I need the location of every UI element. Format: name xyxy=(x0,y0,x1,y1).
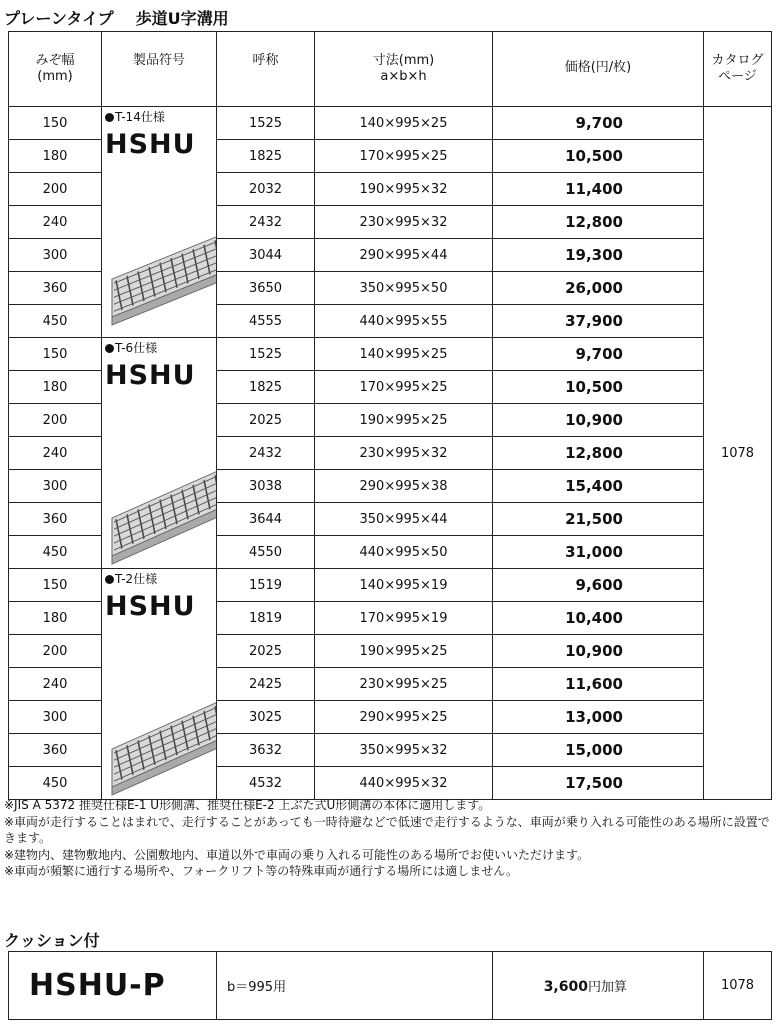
price-cell: 12,800 xyxy=(493,437,704,470)
catalog-page-cell: 1078 xyxy=(704,107,772,800)
code-cell: 4555 xyxy=(217,305,315,338)
header-product: 製品符号 xyxy=(102,32,217,107)
price-cell: 10,400 xyxy=(493,602,704,635)
header-width: みぞ幅 (mm) xyxy=(9,32,102,107)
code-cell: 4550 xyxy=(217,536,315,569)
code-cell: 2032 xyxy=(217,173,315,206)
grating-product-image xyxy=(104,167,216,335)
width-cell: 200 xyxy=(9,635,102,668)
code-cell: 3632 xyxy=(217,734,315,767)
dims-cell: 230×995×25 xyxy=(315,668,493,701)
price-cell: 9,700 xyxy=(493,338,704,371)
code-cell: 1525 xyxy=(217,338,315,371)
price-cell: 15,000 xyxy=(493,734,704,767)
cushion-product-code: HSHU-P xyxy=(9,952,217,1020)
code-cell: 3038 xyxy=(217,470,315,503)
code-cell: 2432 xyxy=(217,206,315,239)
price-cell: 9,700 xyxy=(493,107,704,140)
dims-cell: 440×995×50 xyxy=(315,536,493,569)
width-cell: 360 xyxy=(9,272,102,305)
product-cell xyxy=(102,107,217,338)
price-table xyxy=(8,31,772,800)
width-cell: 150 xyxy=(9,338,102,371)
code-cell: 1525 xyxy=(217,107,315,140)
title-subtitle: 歩道U字溝用 xyxy=(135,9,229,28)
dims-cell: 190×995×32 xyxy=(315,173,493,206)
dims-cell: 140×995×19 xyxy=(315,569,493,602)
dims-cell: 230×995×32 xyxy=(315,437,493,470)
width-cell: 300 xyxy=(9,470,102,503)
code-cell: 2425 xyxy=(217,668,315,701)
cushion-row xyxy=(9,952,772,1020)
code-cell: 1825 xyxy=(217,140,315,173)
product-code: HSHU xyxy=(105,129,196,160)
width-cell: 450 xyxy=(9,767,102,800)
price-cell: 9,600 xyxy=(493,569,704,602)
width-cell: 240 xyxy=(9,206,102,239)
dims-cell: 230×995×32 xyxy=(315,206,493,239)
product-code: HSHU xyxy=(105,360,196,391)
dims-cell: 350×995×50 xyxy=(315,272,493,305)
table-row xyxy=(9,569,772,602)
width-cell: 150 xyxy=(9,569,102,602)
width-cell: 180 xyxy=(9,140,102,173)
price-cell: 11,600 xyxy=(493,668,704,701)
width-cell: 180 xyxy=(9,602,102,635)
header-dims: 寸法(mm) a×b×h xyxy=(315,32,493,107)
dims-cell: 290×995×44 xyxy=(315,239,493,272)
header-catalog: カタログ ページ xyxy=(704,32,772,107)
width-cell: 200 xyxy=(9,404,102,437)
note-2: ※車両が走行することはまれで、走行することがあっても一時待避などで低速で走行するような、車両が乗り入れる可能性のある場所に設置できます。 xyxy=(4,814,770,845)
dims-cell: 170×995×19 xyxy=(315,602,493,635)
product-cell xyxy=(102,338,217,569)
dims-cell: 290×995×38 xyxy=(315,470,493,503)
price-cell: 10,500 xyxy=(493,140,704,173)
width-cell: 300 xyxy=(9,701,102,734)
grating-product-image xyxy=(104,398,216,566)
dims-cell: 190×995×25 xyxy=(315,404,493,437)
price-cell: 13,000 xyxy=(493,701,704,734)
note-3: ※建物内、建物敷地内、公園敷地内、車道以外で車両の乗り入れる可能性のある場所でお使いいただけます。 xyxy=(4,847,590,862)
width-cell: 180 xyxy=(9,371,102,404)
bullet-icon xyxy=(105,344,114,353)
price-cell: 17,500 xyxy=(493,767,704,800)
note-1: ※JIS A 5372 推奨仕様E-1 U形側溝、推奨仕様E-2 上ぶた式U形側溝の本体に適用します。 xyxy=(4,798,491,812)
price-cell: 15,400 xyxy=(493,470,704,503)
width-cell: 240 xyxy=(9,437,102,470)
notes xyxy=(4,797,776,880)
dims-cell: 190×995×25 xyxy=(315,635,493,668)
width-cell: 360 xyxy=(9,503,102,536)
cushion-catalog-page: 1078 xyxy=(704,952,772,1020)
code-cell: 3044 xyxy=(217,239,315,272)
code-cell: 2025 xyxy=(217,404,315,437)
dims-cell: 170×995×25 xyxy=(315,371,493,404)
price-cell: 21,500 xyxy=(493,503,704,536)
product-code: HSHU xyxy=(105,591,196,622)
price-cell: 11,400 xyxy=(493,173,704,206)
price-cell: 19,300 xyxy=(493,239,704,272)
code-cell: 1519 xyxy=(217,569,315,602)
dims-cell: 440×995×55 xyxy=(315,305,493,338)
code-cell: 4532 xyxy=(217,767,315,800)
width-cell: 150 xyxy=(9,107,102,140)
price-cell: 10,500 xyxy=(493,371,704,404)
code-cell: 2432 xyxy=(217,437,315,470)
dims-cell: 290×995×25 xyxy=(315,701,493,734)
header-code: 呼称 xyxy=(217,32,315,107)
cushion-table xyxy=(8,951,772,1020)
table-row xyxy=(9,338,772,371)
spec-label: T-6仕様 xyxy=(105,341,157,355)
width-cell: 200 xyxy=(9,173,102,206)
table-header-row xyxy=(9,32,772,107)
width-cell: 450 xyxy=(9,305,102,338)
width-cell: 240 xyxy=(9,668,102,701)
dims-cell: 170×995×25 xyxy=(315,140,493,173)
dims-cell: 140×995×25 xyxy=(315,338,493,371)
dims-cell: 350×995×44 xyxy=(315,503,493,536)
code-cell: 1825 xyxy=(217,371,315,404)
width-cell: 360 xyxy=(9,734,102,767)
dims-cell: 440×995×32 xyxy=(315,767,493,800)
table-body xyxy=(9,107,772,800)
title-type: プレーンタイプ xyxy=(4,9,114,28)
width-cell: 450 xyxy=(9,536,102,569)
note-4: ※車両が頻繁に通行する場所や、フォークリフト等の特殊車両が通行する場所には適しません。 xyxy=(4,864,518,878)
dims-cell: 140×995×25 xyxy=(315,107,493,140)
price-cell: 12,800 xyxy=(493,206,704,239)
price-cell: 10,900 xyxy=(493,635,704,668)
price-cell: 26,000 xyxy=(493,272,704,305)
spec-label: T-14仕様 xyxy=(105,110,165,124)
grating-product-image xyxy=(104,629,216,797)
cushion-title: クッション付 xyxy=(4,931,100,950)
cushion-note: b＝995用 xyxy=(217,952,493,1020)
table-row xyxy=(9,107,772,140)
code-cell: 1819 xyxy=(217,602,315,635)
price-cell: 10,900 xyxy=(493,404,704,437)
spec-label: T-2仕様 xyxy=(105,572,157,586)
product-cell xyxy=(102,569,217,800)
code-cell: 3650 xyxy=(217,272,315,305)
bullet-icon xyxy=(105,113,114,122)
cushion-price: 3,600円加算 xyxy=(493,952,704,1020)
header-price: 価格(円/枚) xyxy=(493,32,704,107)
price-cell: 37,900 xyxy=(493,305,704,338)
price-cell: 31,000 xyxy=(493,536,704,569)
code-cell: 3025 xyxy=(217,701,315,734)
code-cell: 3644 xyxy=(217,503,315,536)
page-title xyxy=(4,6,229,29)
code-cell: 2025 xyxy=(217,635,315,668)
bullet-icon xyxy=(105,575,114,584)
dims-cell: 350×995×32 xyxy=(315,734,493,767)
width-cell: 300 xyxy=(9,239,102,272)
